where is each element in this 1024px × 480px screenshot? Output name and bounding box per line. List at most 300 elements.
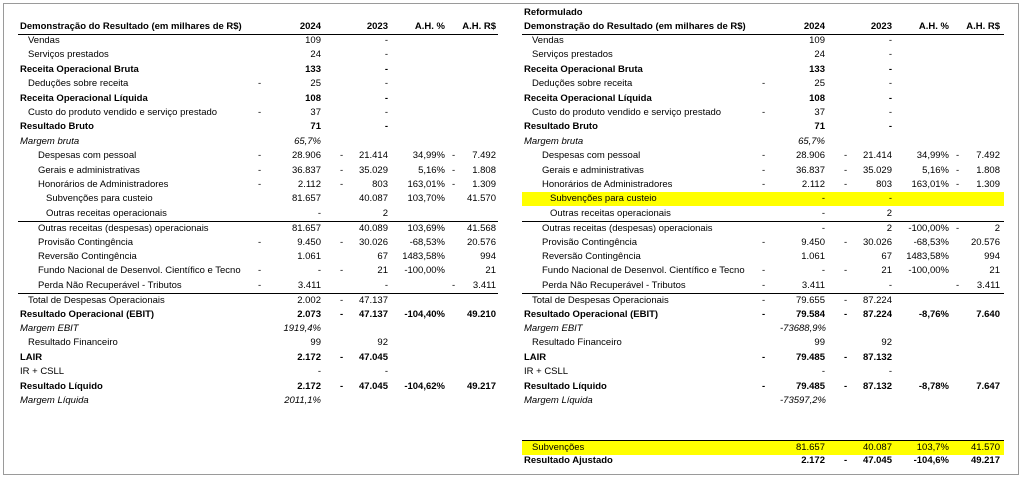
table-header	[18, 20, 498, 35]
neg-sign-ah-rs: -	[956, 223, 960, 235]
value-2024: 25	[310, 78, 321, 90]
value-2023: 30.026	[358, 236, 388, 248]
row-label: Gerais e administrativas	[542, 164, 644, 176]
value-ah-rs: 3.411	[976, 279, 1000, 291]
row-label: Resultado Líquido	[20, 380, 103, 392]
neg-sign-2023: -	[844, 380, 848, 392]
table-row	[18, 394, 498, 408]
value-ah-pct: 1483,58%	[906, 251, 949, 262]
value-2023: -	[888, 279, 892, 291]
value-2023: 87.224	[862, 295, 892, 307]
value-2024: 1919,4%	[283, 323, 321, 334]
table-row	[18, 380, 498, 394]
neg-sign-2023: -	[340, 265, 344, 277]
value-2024: 3.411	[297, 279, 321, 291]
neg-sign-ah-rs: -	[956, 164, 960, 176]
value-2023: -	[888, 193, 892, 205]
row-label: Provisão Contingência	[38, 236, 134, 248]
table-header	[522, 20, 1004, 35]
row-label: Resultado Financeiro	[28, 337, 118, 349]
value-2023: -	[384, 35, 388, 46]
value-2023: -	[888, 107, 892, 118]
value-2024: 28.906	[291, 150, 321, 162]
table-row	[18, 164, 498, 178]
value-ah-rs: 1.309	[472, 179, 496, 190]
table-row	[522, 308, 1004, 322]
value-2024: 108	[809, 92, 825, 104]
value-ah-pct: 5,16%	[418, 164, 445, 176]
value-ah-pct: 1483,58%	[402, 251, 445, 262]
table-row	[522, 336, 1004, 350]
value-2023: 67	[881, 251, 892, 262]
row-label: Custo do produto vendido e serviço prestado	[532, 107, 722, 118]
table-row	[18, 250, 498, 264]
neg-sign-ah-rs: -	[452, 164, 456, 176]
value-ah-rs: 49.217	[970, 455, 1000, 467]
value-2024: 2011,1%	[284, 395, 321, 406]
row-label: Deduções sobre receita	[532, 78, 633, 90]
row-label: Margem EBIT	[20, 323, 79, 334]
value-2024: 109	[305, 35, 321, 46]
value-ah-pct: 103,7%	[916, 442, 949, 453]
table-row	[18, 264, 498, 278]
value-ah-pct: 163,01%	[407, 179, 445, 190]
table-row	[522, 365, 1004, 379]
row-label: Margem bruta	[20, 135, 80, 147]
value-ah-rs: 20.576	[466, 236, 496, 248]
table-row	[18, 308, 498, 322]
neg-sign-2023: -	[844, 455, 848, 467]
value-ah-pct: 5,16%	[922, 164, 949, 176]
row-label: Margem Líquida	[524, 395, 593, 406]
value-ah-rs: 3.411	[472, 279, 496, 291]
table-row	[18, 293, 498, 308]
table-row	[18, 351, 498, 365]
value-2023: 2	[886, 223, 892, 235]
table-row	[522, 77, 1004, 91]
table-row	[18, 178, 498, 192]
value-ah-rs: 7.492	[976, 150, 1000, 162]
row-label: Receita Operacional Líquida	[524, 92, 652, 104]
table-row	[18, 192, 498, 206]
value-2024: 81.657	[795, 442, 825, 453]
table-row	[18, 77, 498, 91]
value-2024: 2.172	[297, 351, 321, 363]
neg-sign-2023: -	[340, 164, 344, 176]
value-2023: 40.087	[358, 193, 388, 205]
row-label: IR + CSLL	[524, 366, 569, 378]
value-ah-rs: 41.568	[466, 223, 496, 235]
value-2023: -	[888, 366, 892, 378]
header-title: Demonstração do Resultado (em milhares de R$)	[20, 21, 242, 32]
table-row	[18, 120, 498, 134]
row-label: Outras receitas (despesas) operacionais	[542, 223, 713, 235]
header-ah-rs: A.H. R$	[462, 21, 496, 32]
value-2024: -73688,9%	[780, 323, 826, 334]
neg-sign-2024: -	[762, 78, 766, 90]
neg-sign-2023: -	[340, 380, 344, 392]
value-2024: 79.655	[795, 295, 825, 307]
table-row	[522, 178, 1004, 192]
value-ah-pct: -104,40%	[404, 308, 445, 320]
value-2024: 1.061	[801, 251, 825, 262]
value-2023: 21.414	[358, 150, 388, 162]
value-2024: 37	[310, 107, 321, 118]
value-2023: -	[384, 49, 388, 61]
neg-sign-2024: -	[258, 150, 262, 162]
value-2024: 25	[814, 78, 825, 90]
value-2024: 2.002	[297, 295, 321, 307]
value-2023: -	[888, 35, 892, 46]
value-ah-rs: 7.492	[472, 150, 496, 162]
neg-sign-2024: -	[258, 78, 262, 90]
table-row	[522, 164, 1004, 178]
value-ah-rs: 1.808	[976, 164, 1000, 176]
table-row	[522, 135, 1004, 149]
neg-sign-2024: -	[762, 107, 766, 118]
row-label: Honorários de Administradores	[38, 179, 169, 190]
row-label: Serviços prestados	[532, 49, 613, 61]
neg-sign-ah-rs: -	[956, 150, 960, 162]
table-row	[18, 365, 498, 379]
row-label: Outras receitas operacionais	[550, 207, 671, 219]
table-row	[18, 34, 498, 48]
neg-sign-2023: -	[844, 179, 848, 190]
table-row	[522, 394, 1004, 408]
neg-sign-ah-rs: -	[452, 279, 456, 291]
value-2024: 28.906	[795, 150, 825, 162]
value-2024: 133	[809, 63, 825, 75]
row-label: Subvenções para custeio	[550, 193, 657, 205]
value-ah-pct: 34,99%	[916, 150, 949, 162]
header-2023: 2023	[870, 21, 892, 32]
value-2024: 79.485	[795, 380, 825, 392]
row-label: Resultado Líquido	[524, 380, 607, 392]
value-2024: -	[821, 366, 825, 378]
value-2024: -	[821, 207, 825, 219]
value-2023: -	[384, 279, 388, 291]
row-label: Reversão Contingência	[38, 251, 137, 262]
table-row	[18, 279, 498, 293]
table-row	[18, 236, 498, 250]
neg-sign-2023: -	[340, 308, 344, 320]
value-ah-pct: -104,6%	[913, 455, 949, 467]
value-2023: -	[888, 92, 892, 104]
value-ah-pct: 103,70%	[407, 193, 445, 205]
neg-sign-2023: -	[844, 236, 848, 248]
value-2023: -	[888, 121, 892, 133]
value-ah-pct: -100,00%	[908, 265, 949, 277]
neg-sign-ah-rs: -	[956, 279, 960, 291]
header-2024: 2024	[299, 21, 321, 32]
table-row	[522, 149, 1004, 163]
row-label: Reversão Contingência	[542, 251, 641, 262]
neg-sign-2024: -	[762, 236, 766, 248]
table-row	[522, 120, 1004, 134]
row-label: Honorários de Administradores	[542, 179, 673, 190]
table-row	[522, 322, 1004, 336]
value-2024: 71	[814, 121, 825, 133]
table-row	[18, 336, 498, 350]
value-2024: 2.073	[297, 308, 321, 320]
neg-sign-2024: -	[258, 279, 262, 291]
value-2023: 2	[886, 207, 892, 219]
row-label: Fundo Nacional de Desenvol. Científico e Tecno	[38, 265, 241, 277]
value-2023: 67	[377, 251, 388, 262]
value-2023: 803	[372, 179, 388, 190]
row-label: Despesas com pessoal	[38, 150, 137, 162]
header-ah-pct: A.H. %	[414, 21, 445, 32]
neg-sign-2024: -	[762, 351, 766, 363]
value-2023: -	[888, 63, 892, 75]
row-label: Perda Não Recuperável - Tributos	[38, 279, 182, 291]
value-ah-pct: 103,69%	[407, 223, 445, 235]
neg-sign-2023: -	[340, 236, 344, 248]
row-label: Receita Operacional Bruta	[20, 63, 139, 75]
neg-sign-2024: -	[762, 295, 766, 307]
neg-sign-2023: -	[844, 308, 848, 320]
value-2024: 79.485	[795, 351, 825, 363]
value-2024: 109	[809, 35, 825, 46]
row-label: Subvenções para custeio	[46, 193, 153, 205]
row-label: Subvenções	[532, 442, 585, 453]
value-2024: 108	[305, 92, 321, 104]
neg-sign-2024: -	[258, 107, 262, 118]
table-row	[522, 207, 1004, 221]
value-2024: 36.837	[291, 164, 321, 176]
value-2024: -	[821, 223, 825, 235]
value-2024: 2.112	[801, 179, 825, 190]
row-label: Custo do produto vendido e serviço prestado	[28, 107, 218, 118]
row-label: Fundo Nacional de Desenvol. Científico e Tecno	[542, 265, 745, 277]
row-label: Provisão Contingência	[542, 236, 638, 248]
neg-sign-ah-rs: -	[452, 150, 456, 162]
value-2023: 30.026	[862, 236, 892, 248]
header-ah-rs: A.H. R$	[966, 21, 1000, 32]
value-ah-rs: 20.576	[970, 236, 1000, 248]
value-2024: -	[317, 265, 321, 277]
value-2024: 24	[814, 49, 825, 61]
value-2023: -	[384, 366, 388, 378]
value-ah-rs: 994	[480, 251, 496, 262]
value-ah-pct: -104,62%	[404, 380, 445, 392]
row-label: Despesas com pessoal	[542, 150, 641, 162]
value-2023: 35.029	[358, 164, 388, 176]
table-row	[522, 293, 1004, 308]
value-2024: 2.172	[297, 380, 321, 392]
value-2023: 40.089	[358, 223, 388, 235]
table-row	[522, 63, 1004, 77]
neg-sign-2023: -	[844, 351, 848, 363]
table-row	[522, 236, 1004, 250]
value-ah-pct: 34,99%	[412, 150, 445, 162]
table-row	[522, 250, 1004, 264]
table-row	[18, 221, 498, 236]
value-2024: 24	[310, 49, 321, 61]
value-2023: -	[384, 121, 388, 133]
value-2024: 9.450	[297, 236, 321, 248]
neg-sign-2024: -	[762, 179, 766, 190]
row-label: Resultado Operacional (EBIT)	[524, 308, 659, 320]
value-ah-rs: 49.217	[466, 380, 496, 392]
table-row	[18, 92, 498, 106]
table-row	[18, 63, 498, 77]
value-2024: 71	[310, 121, 321, 133]
row-label: Vendas	[532, 35, 564, 46]
neg-sign-2023: -	[340, 150, 344, 162]
row-label: Margem Líquida	[20, 395, 89, 406]
value-2024: 99	[310, 337, 321, 349]
table-row	[18, 207, 498, 221]
value-ah-rs: 7.647	[976, 380, 1000, 392]
header-title: Demonstração do Resultado (em milhares de R$)	[524, 21, 746, 32]
row-label: IR + CSLL	[20, 366, 65, 378]
value-2023: -	[384, 78, 388, 90]
neg-sign-2024: -	[258, 179, 262, 190]
table-row	[18, 322, 498, 336]
value-2023: 87.224	[862, 308, 892, 320]
row-label: Resultado Financeiro	[532, 337, 622, 349]
value-2024: -	[821, 265, 825, 277]
value-2024: 81.657	[291, 193, 321, 205]
value-ah-rs: 41.570	[466, 193, 496, 205]
value-ah-rs: 1.808	[472, 164, 496, 176]
value-2024: 2.172	[801, 455, 825, 467]
value-2023: 47.045	[358, 380, 388, 392]
value-2024: 3.411	[801, 279, 825, 291]
neg-sign-2023: -	[340, 351, 344, 363]
neg-sign-2024: -	[258, 236, 262, 248]
table-row	[522, 34, 1004, 48]
row-label: Perda Não Recuperável - Tributos	[542, 279, 686, 291]
row-label: LAIR	[524, 351, 547, 363]
value-2024: -	[821, 193, 825, 205]
neg-sign-2024: -	[762, 265, 766, 277]
value-ah-rs: 21	[989, 265, 1000, 277]
value-ah-pct: -8,78%	[918, 380, 949, 392]
row-label: LAIR	[20, 351, 43, 363]
row-label: Outras receitas operacionais	[46, 207, 167, 219]
table-row	[522, 192, 1004, 206]
table-row	[522, 454, 1004, 468]
row-label: Total de Despesas Operacionais	[28, 295, 165, 307]
row-label: Resultado Ajustado	[524, 455, 613, 467]
neg-sign-2024: -	[762, 380, 766, 392]
value-ah-pct: -68,53%	[913, 236, 949, 248]
neg-sign-ah-rs: -	[452, 179, 456, 190]
row-label: Total de Despesas Operacionais	[532, 295, 669, 307]
header-ah-pct: A.H. %	[918, 21, 949, 32]
table-row	[522, 279, 1004, 293]
value-2023: 47.045	[358, 351, 388, 363]
value-2024: 9.450	[801, 236, 825, 248]
value-2024: 79.584	[795, 308, 825, 320]
row-label: Receita Operacional Bruta	[524, 63, 643, 75]
value-2023: 92	[377, 337, 388, 349]
value-2024: 133	[305, 63, 321, 75]
value-ah-pct: -100,00%	[404, 265, 445, 277]
value-2023: 21.414	[862, 150, 892, 162]
neg-sign-2023: -	[844, 295, 848, 307]
table-row	[522, 92, 1004, 106]
row-label: Gerais e administrativas	[38, 164, 140, 176]
value-ah-rs: 7.640	[976, 308, 1000, 320]
value-2023: -	[384, 107, 388, 118]
value-2023: 92	[881, 337, 892, 349]
neg-sign-2023: -	[844, 164, 848, 176]
value-2023: 21	[377, 265, 388, 277]
value-ah-pct: -100,00%	[908, 223, 949, 235]
value-2023: 2	[382, 207, 388, 219]
neg-sign-2024: -	[762, 279, 766, 291]
value-2024: 2.112	[297, 179, 321, 190]
neg-sign-2024: -	[762, 150, 766, 162]
value-ah-rs: 21	[485, 265, 496, 277]
row-label: Deduções sobre receita	[28, 78, 129, 90]
value-2024: 65,7%	[294, 135, 321, 147]
value-2024: 81.657	[291, 223, 321, 235]
row-label: Margem EBIT	[524, 323, 583, 334]
neg-sign-2023: -	[340, 179, 344, 190]
value-2023: 803	[876, 179, 892, 190]
value-ah-pct: -8,76%	[918, 308, 949, 320]
reformulated-caption: Reformulado	[524, 7, 583, 18]
table-row	[522, 264, 1004, 278]
row-label: Receita Operacional Líquida	[20, 92, 148, 104]
table-row	[522, 48, 1004, 62]
value-2024: 37	[814, 107, 825, 118]
row-label: Resultado Operacional (EBIT)	[20, 308, 155, 320]
table-row	[522, 380, 1004, 394]
row-label: Vendas	[28, 35, 60, 46]
row-label: Resultado Bruto	[20, 121, 94, 133]
value-ah-rs: 1.309	[976, 179, 1000, 190]
value-2024: -73597,2%	[780, 395, 826, 406]
value-ah-rs: 49.210	[466, 308, 496, 320]
value-2023: 47.045	[862, 455, 892, 467]
value-2023: 35.029	[862, 164, 892, 176]
neg-sign-2023: -	[340, 295, 344, 307]
table-row	[18, 135, 498, 149]
value-ah-rs: 994	[984, 251, 1000, 262]
value-2024: 1.061	[297, 251, 321, 262]
value-2023: -	[888, 78, 892, 90]
row-label: Serviços prestados	[28, 49, 109, 61]
neg-sign-ah-rs: -	[956, 179, 960, 190]
value-2023: -	[888, 49, 892, 61]
value-2024: 99	[814, 337, 825, 349]
value-2024: -	[317, 366, 321, 378]
header-2024: 2024	[803, 21, 825, 32]
neg-sign-2024: -	[258, 265, 262, 277]
neg-sign-2024: -	[762, 164, 766, 176]
table-row	[522, 440, 1004, 455]
table-row	[522, 351, 1004, 365]
neg-sign-2023: -	[844, 265, 848, 277]
value-2023: 40.087	[862, 442, 892, 453]
neg-sign-2024: -	[258, 164, 262, 176]
value-2023: 87.132	[862, 351, 892, 363]
table-row	[522, 106, 1004, 120]
value-2023: -	[384, 92, 388, 104]
header-2023: 2023	[366, 21, 388, 32]
table-row	[18, 106, 498, 120]
value-ah-rs: 41.570	[970, 442, 1000, 453]
table-row	[18, 48, 498, 62]
value-ah-pct: 163,01%	[911, 179, 949, 190]
value-2023: 21	[881, 265, 892, 277]
value-2023: 47.137	[358, 295, 388, 307]
